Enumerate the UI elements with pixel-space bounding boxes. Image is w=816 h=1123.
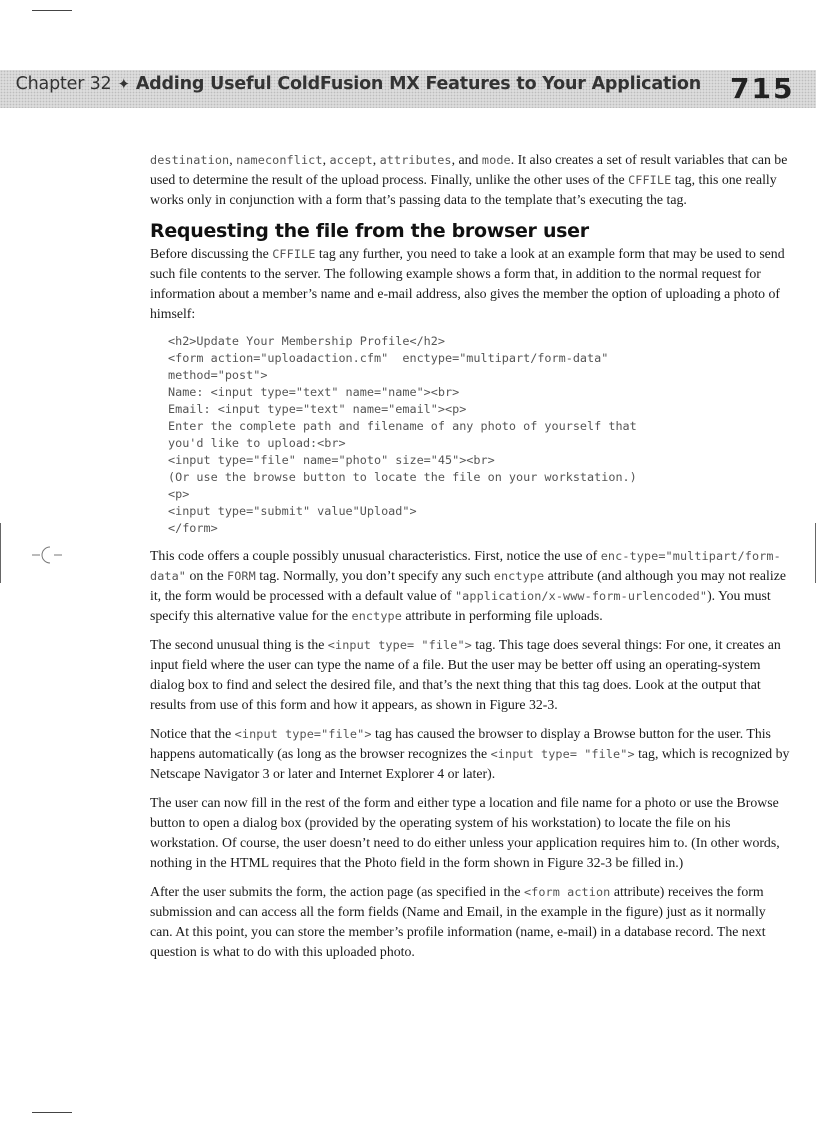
inline-code: enctype xyxy=(493,569,545,583)
page-body xyxy=(150,150,790,971)
paragraph-4: The second unusual thing is the <input type= "file"> tag. This tage does several things: For one, it creates an input field where the user can type the name of a file. But the user may be better off using an operating-system dialog box to find and select the desired file, and that’s the next thing that this tag does. Look at the output that results from use of this form and how it appears, as shown in Figure 32-3. xyxy=(150,637,781,712)
inline-code: <input type= "file"> xyxy=(327,638,472,652)
inline-code: enctype xyxy=(351,609,402,623)
inline-code: enc-type="multipart/form-data" xyxy=(150,549,781,583)
inline-code: CFFILE xyxy=(628,173,672,187)
inline-code: nameconflict xyxy=(236,153,323,167)
code-listing: <h2>Update Your Membership Profile</h2> <form action="uploadaction.cfm" enctype="multipart/form-data" method="post"> Name: <input type="text" name="name"><br> Email: <input type="text" name="email"><p> Enter the complete path and filename of any photo of yourself that you'd like to upload:<br> <input type="file" name="photo" size="45"><br> (Or use the browse button to locate the file on your workstation.) <p> <input type="submit" value"Upload"> </form> xyxy=(168,334,637,535)
chapter-label: Chapter 32 xyxy=(15,74,112,94)
inline-code: attributes xyxy=(379,153,452,167)
inline-code: destination xyxy=(150,153,230,167)
running-header xyxy=(16,74,701,94)
inline-code: CFFILE xyxy=(272,247,316,261)
chapter-title: Adding Useful ColdFusion MX Features to Your Application xyxy=(135,74,701,94)
page-number: 715 xyxy=(730,72,795,105)
crop-mark-bottom xyxy=(32,1112,72,1113)
inline-code: <input type="file"> xyxy=(234,727,372,741)
paragraph-7: After the user submits the form, the action page (as specified in the <form action attribute) receives the form submission and can access all the form fields (Name and Email, in the example in the figure) just as it normally can. At this point, you can store the member’s profile information (name, e-mail) in a database record. The next question is what to do with this uploaded photo. xyxy=(150,884,766,959)
section-heading: Requesting the file from the browser user xyxy=(150,220,589,242)
inline-code: mode xyxy=(481,153,511,167)
crop-mark-top xyxy=(32,10,72,11)
paragraph-3: This code offers a couple possibly unusual characteristics. First, notice the use of enc-type="multipart/form-data" on the FORM tag. Normally, you don’t specify any such enctype attribute (and although you may not realize it, the form would be processed with a default value of "application/x-www-form-urlencoded"). You must specify this alternative value for the enctype attribute in performing file uploads. xyxy=(150,548,786,623)
inline-code: "application/x-www-form-urlencoded" xyxy=(454,589,708,603)
paragraph-1: destination, nameconflict, accept, attributes, and mode. It also creates a set of result variables that can be used to determine the result of the upload process. Finally, unlike the other uses of the CFFILE tag, this one really works only in conjunction with a form that’s passing data to the template that’s executing the tag. xyxy=(150,152,788,207)
inline-code: accept xyxy=(329,153,373,167)
diamond-separator-icon: ✦ xyxy=(117,75,130,93)
paragraph-5: Notice that the <input type="file"> tag has caused the browser to display a Browse button for the user. This happens automatically (as long as the browser recognizes the <input type= "file"> tag, which is recognized by Netscape Navigator 3 or later and Internet Explorer 4 or later). xyxy=(150,726,790,781)
paragraph-2: Before discussing the CFFILE tag any further, you need to take a look at an example form that may be used to send such file contents to the server. The following example shows a form that, in addition to the normal request for information about a member’s name and e-mail address, also gives the member the option of uploading a photo of himself: xyxy=(150,246,785,321)
inline-code: <input type= "file"> xyxy=(490,747,635,761)
inline-code: <form action xyxy=(523,885,611,899)
margin-rule-left xyxy=(0,523,1,583)
registration-mark-icon xyxy=(32,543,62,567)
paragraph-6: The user can now fill in the rest of the form and either type a location and file name for a photo or use the Browse button to open a dialog box (provided by the operating system of his workstation) to locate the file on his workstation. Of course, the user doesn’t need to do either unless your application requires him to. (In other words, nothing in the HTML requires that the Photo field in the form shown in Figure 32-3 be filled in.) xyxy=(150,795,780,870)
inline-code: FORM xyxy=(227,569,256,583)
